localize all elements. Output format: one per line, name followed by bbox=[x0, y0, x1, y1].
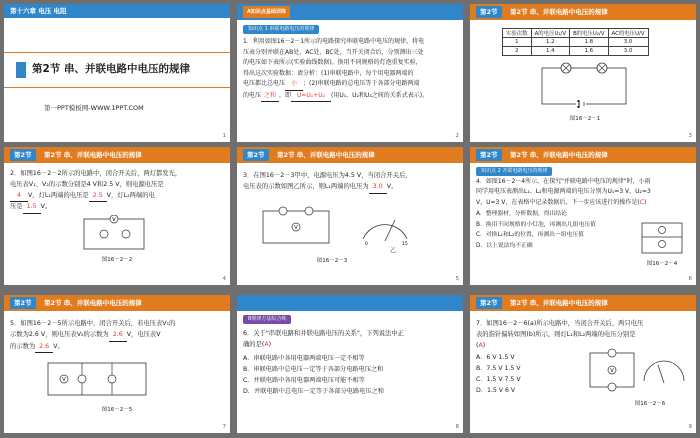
topic-tag: 知识点 2 并联电路电压的规律 bbox=[476, 167, 552, 176]
circuit-diagram bbox=[536, 62, 632, 110]
slide-7-thumbnail[interactable] bbox=[4, 295, 230, 433]
page-number: 4 bbox=[222, 276, 226, 282]
svg-text:15: 15 bbox=[402, 242, 408, 247]
question-text: 4．如图16－2－4所示，在探究"并联电路中电压的规律"时，小雨 同学用电压表测出L₁、L₂和电源两端的电压分别为U₁=3 V，U₂=3 V，U=3 V，在表格中记录数据后，下一步应该进行的操作是(C) bbox=[476, 178, 651, 206]
option-b[interactable]: B．换用不同规格的小灯泡，再测出几组电压值 bbox=[476, 221, 596, 228]
svg-text:V: V bbox=[610, 368, 614, 374]
figure-caption: 图16－2－2 bbox=[101, 257, 133, 263]
data-table: 实验次数 A的电压U₁/V B的电压U₂/V AC的电压U/V 1 1.2 1.8 3.0 2 1.4 1.6 3.0 bbox=[502, 28, 649, 56]
question-text: 7．如图16－2－6(a)所示电路中，当闭合开关后，两只电压 表的指针偏转如图(b)所示，则灯L₁和L₂两端的电压分别是 (A) bbox=[476, 320, 644, 349]
header-title: 第2节 串、并联电路中电压的规律 bbox=[510, 299, 608, 307]
figure-caption: 图16－2－3 bbox=[316, 258, 348, 264]
circuit-diagram bbox=[42, 357, 152, 401]
page-number: 8 bbox=[455, 424, 459, 430]
option-c[interactable]: C．1.5 V 7.5 V bbox=[476, 376, 521, 383]
slide-1-thumbnail[interactable] bbox=[4, 4, 230, 142]
question-text: 6．关于"串联电路和并联电路电压的关系"，下列说法中正 确的是(A) bbox=[243, 330, 404, 348]
answer-blank[interactable]: 2.6 bbox=[109, 330, 127, 342]
circuit-diagram bbox=[257, 205, 337, 249]
options-list bbox=[476, 209, 636, 251]
question-text: 1．利用如图16－2－1所示的电路探究串联电路中电压的规律，将电 压表分别并联在AB处、AC处、BC处，当开关闭合后，分别测出三处 的电压如下表所示(实验曲线数据)。换用不同规格的灯泡重复实验， 得出这次实验数据：请分析：(1)串联电路中，每个用电器两端的 电压都比总电压 小 ；(2)串联电路的总电压等于各部分电路两端 的电压 之和 ，即 U=U₁+U₂ (用U₁、U₂和U₃之间的关系式表示)。 bbox=[243, 37, 457, 102]
figure-caption: 图16－2－4 bbox=[646, 261, 678, 267]
page-number: 5 bbox=[455, 276, 459, 282]
circuit-diagram bbox=[80, 215, 150, 255]
section-badge: 第2节 bbox=[243, 149, 269, 161]
svg-text:V: V bbox=[294, 225, 298, 231]
slide-6-thumbnail[interactable] bbox=[470, 147, 696, 285]
title-accent bbox=[16, 62, 26, 78]
answer-blank[interactable]: 小 bbox=[285, 79, 303, 91]
svg-text:V: V bbox=[112, 217, 116, 223]
question-text: 2．如图16－2－2所示的电路中，闭合开关后，两灯都发光， 电压表V₁、V₂的示数分别是4 V和2.5 V，则电源电压是 4 V，灯L₁两端的电压是 2.5 V，灯L₂两端的电 压是 1.5 V。 bbox=[10, 169, 224, 214]
section-badge: 第2节 bbox=[476, 6, 502, 18]
slide-9-thumbnail[interactable] bbox=[470, 295, 696, 433]
section-badge: 第2节 bbox=[10, 297, 36, 309]
slide-3-thumbnail[interactable] bbox=[470, 4, 696, 142]
slide-4-thumbnail[interactable] bbox=[4, 147, 230, 285]
header-band bbox=[237, 147, 463, 163]
answer-blank[interactable]: 之和 bbox=[261, 91, 279, 103]
option-c[interactable]: C．并联电路中各用电器两端电压可能不相等 bbox=[243, 377, 365, 384]
section-badge: 第2节 bbox=[10, 149, 36, 161]
answer-blank[interactable]: U=U₁+U₂ bbox=[291, 91, 331, 103]
option-d[interactable]: D．1.5 V 6 V bbox=[476, 387, 516, 394]
page-number: 7 bbox=[222, 424, 226, 430]
circuit-diagram bbox=[638, 219, 688, 259]
option-c[interactable]: C．对换L₁和L₂的位置，再测出一组电压值 bbox=[476, 232, 584, 238]
header-title: 第2节 串、并联电路中电压的规律 bbox=[510, 8, 608, 16]
svg-text:V: V bbox=[62, 377, 66, 383]
option-b[interactable]: B．串联电路中总电压一定等于各部分电路电压之和 bbox=[243, 366, 384, 373]
option-b[interactable]: B．7.5 V 1.5 V bbox=[476, 365, 521, 372]
header-band bbox=[470, 295, 696, 311]
slide-8-thumbnail[interactable] bbox=[237, 295, 463, 433]
svg-text:0: 0 bbox=[365, 242, 368, 247]
slide-title: 第2节 串、并联电路中电压的规律 bbox=[32, 63, 190, 75]
header-band bbox=[4, 147, 230, 163]
option-a[interactable]: A．串联电路中各用电器两端电压一定不相等 bbox=[243, 355, 365, 362]
header-band bbox=[470, 147, 696, 163]
answer-blank[interactable]: 1.5 bbox=[23, 202, 41, 214]
option-d[interactable]: D．并联电路中总电压一定等于各部分电路电压之和 bbox=[243, 388, 384, 395]
chapter-header: 第十六章 电压 电阻 bbox=[10, 7, 67, 15]
section-badge: 第2节 bbox=[476, 297, 502, 309]
options-list bbox=[476, 352, 576, 396]
header-band bbox=[237, 4, 463, 20]
figure-caption: 图16－2－1 bbox=[569, 116, 601, 122]
header-title: 第2节 串、并联电路中电压的规律 bbox=[44, 151, 142, 159]
topic-tag: 知识点 1 串联电路电压的规律 bbox=[243, 25, 319, 34]
page-number: 9 bbox=[688, 424, 692, 430]
slide-2-thumbnail[interactable] bbox=[237, 4, 463, 142]
header-band bbox=[237, 295, 463, 311]
slide-5-thumbnail[interactable] bbox=[237, 147, 463, 285]
figure-caption: 图16－2－5 bbox=[101, 407, 133, 413]
figure-caption: 图16－2－6 bbox=[634, 401, 666, 407]
answer-blank[interactable]: 3.0 bbox=[369, 182, 387, 194]
header-band bbox=[4, 295, 230, 311]
page-number: 1 bbox=[222, 133, 226, 139]
voltmeter-dial bbox=[355, 207, 415, 247]
option-a[interactable]: A．整理器材，分析数据，得出结论 bbox=[476, 211, 567, 217]
header-title: 第2节 串、并联电路中电压的规律 bbox=[44, 299, 142, 307]
page-number: 2 bbox=[455, 133, 459, 139]
question-text: 5．如图16－2－5所示电路中，闭合开关后，若电压表V₁的 示数为2.6 V，则电压表V₂的示数为 2.6 V，电压表V 的示数为 2.6 V。 bbox=[10, 319, 224, 353]
options-list bbox=[243, 353, 457, 397]
answer-blank[interactable]: 4 bbox=[10, 191, 28, 203]
section-badge: 第2节 bbox=[476, 149, 502, 161]
answer-blank[interactable]: 2.6 bbox=[35, 342, 53, 354]
section-tag: B规律方法综合练 bbox=[243, 315, 291, 324]
page-number: 3 bbox=[688, 133, 692, 139]
header-title: 第2节 串、并联电路中电压的规律 bbox=[510, 151, 608, 159]
section-badge: A知识点基础训练 bbox=[243, 6, 290, 18]
question-text: 3．在图16－2－3甲中，电源电压为4.5 V，当闭合开关后， 电压表的示数如图乙所示，则L₁两端的电压为 3.0 V。 bbox=[243, 171, 457, 194]
dial-label: 乙 bbox=[390, 248, 396, 254]
answer-blank[interactable]: 2.5 bbox=[89, 191, 107, 203]
option-d[interactable]: D．以上说法均不正确 bbox=[476, 242, 533, 249]
circuit-diagram bbox=[586, 347, 690, 395]
website-text: 第一PPT模板网-WWW.1PPT.COM bbox=[44, 104, 144, 112]
option-a[interactable]: A．6 V 1.5 V bbox=[476, 354, 515, 361]
header-title: 第2节 串、并联电路中电压的规律 bbox=[277, 151, 375, 159]
header-band bbox=[470, 4, 696, 20]
page-number: 6 bbox=[688, 276, 692, 282]
